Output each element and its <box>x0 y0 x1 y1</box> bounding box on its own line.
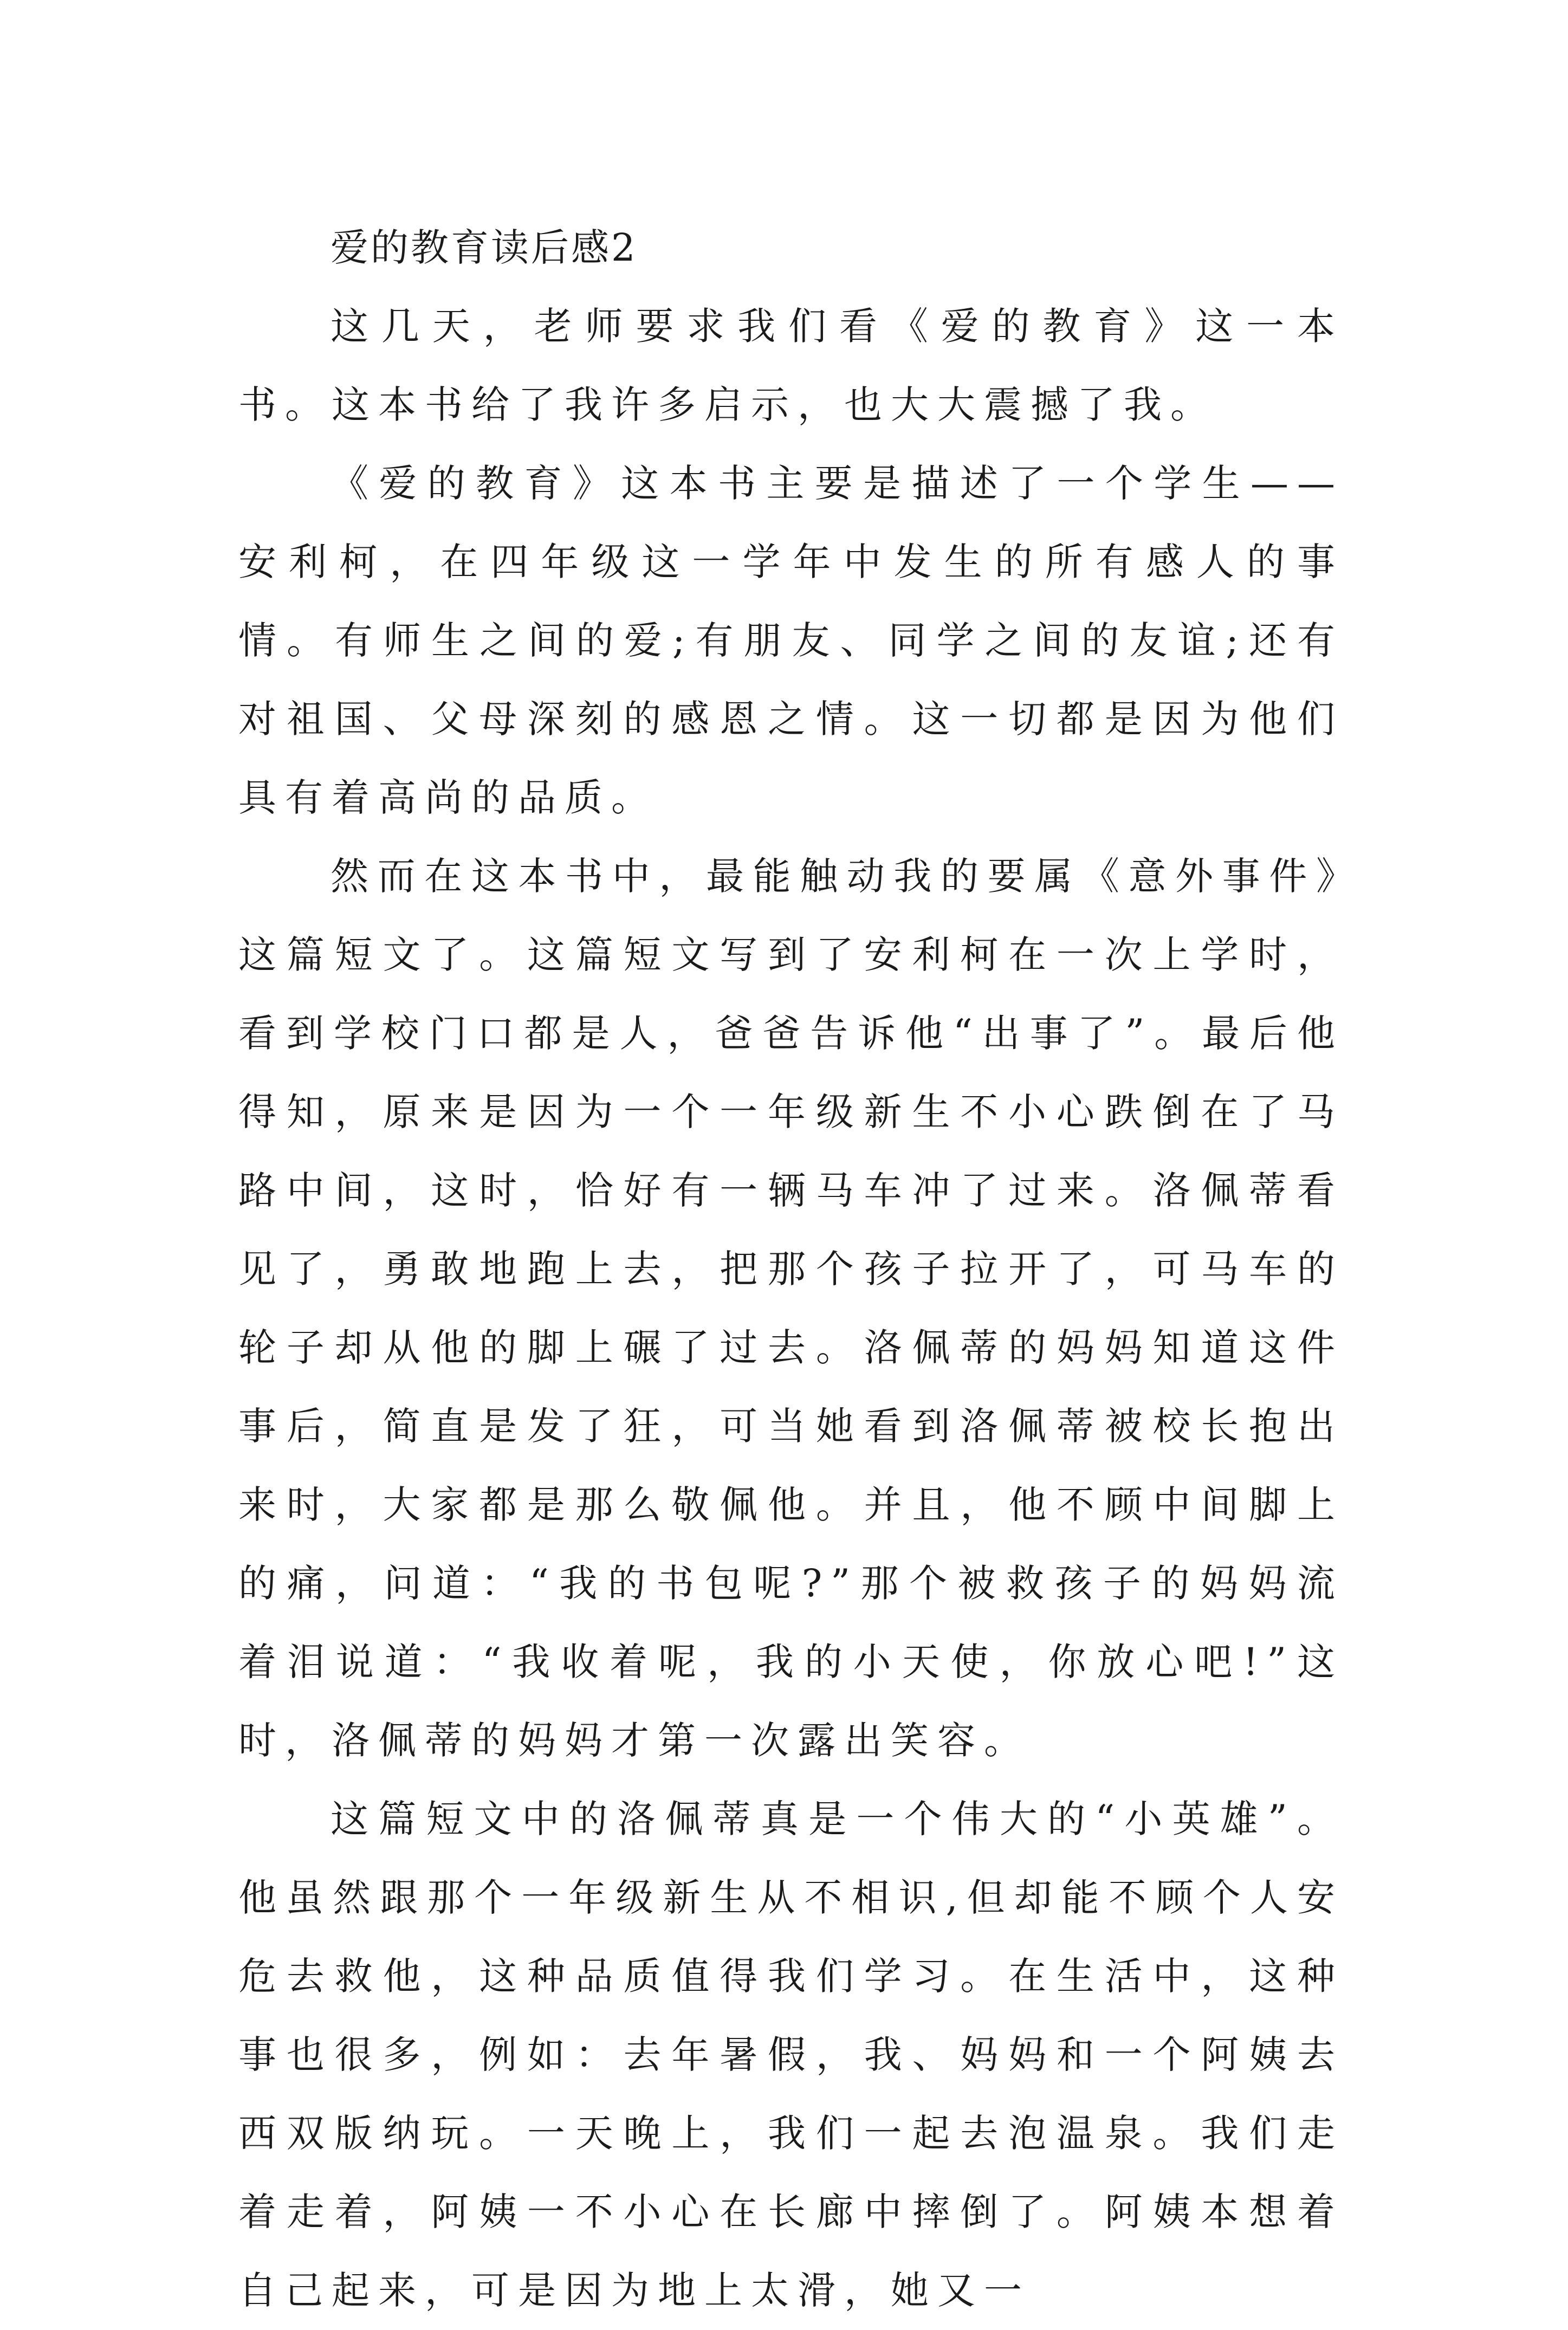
paragraph-2: 《爱的教育》这本书主要是描述了一个学生——安利柯，在四年级这一学年中发生的所有感人的事情。有师生之间的爱;有朋友、同学之间的友谊;还有对祖国、父母深刻的感恩之情。这一切都是因为他们具有着高尚的品质。 <box>238 461 1344 820</box>
paragraph-3: 然而在这本书中，最能触动我的要属《意外事件》这篇短文了。这篇短文写到了安利柯在一次上学时，看到学校门口都是人，爸爸告诉他“出事了”。最后他得知，原来是因为一个一年级新生不小心跌倒在了马路中间，这时，恰好有一辆马车冲了过来。洛佩蒂看见了，勇敢地跑上去，把那个孩子拉开了，可马车的轮子却从他的脚上碾了过去。洛佩蒂的妈妈知道这件事后，简直是发了狂，可当她看到洛佩蒂被校长抱出来时，大家都是那么敬佩他。并且，他不顾中间脚上的痛，问道：“我的书包呢?”那个被救孩子的妈妈流着泪说道：“我收着呢，我的小天使，你放心吧!”这时，洛佩蒂的妈妈才第一次露出笑容。 <box>238 854 1344 1763</box>
document-body <box>238 209 1344 2330</box>
document-title: 爱的教育读后感2 <box>331 225 638 270</box>
paragraph-4: 这篇短文中的洛佩蒂真是一个伟大的“小英雄”。他虽然跟那个一年级新生从不相识,但却能不顾个人安危去救他，这种品质值得我们学习。在生活中，这种事也很多，例如：去年暑假，我、妈妈和一个阿姨去西双版纳玩。一天晚上，我们一起去泡温泉。我们走着走着，阿姨一不小心在长廊中摔倒了。阿姨本想着自己起来，可是因为地上太滑，她又一 <box>238 1797 1344 2313</box>
paragraph-1: 这几天，老师要求我们看《爱的教育》这一本书。这本书给了我许多启示，也大大震撼了我。 <box>238 304 1344 427</box>
